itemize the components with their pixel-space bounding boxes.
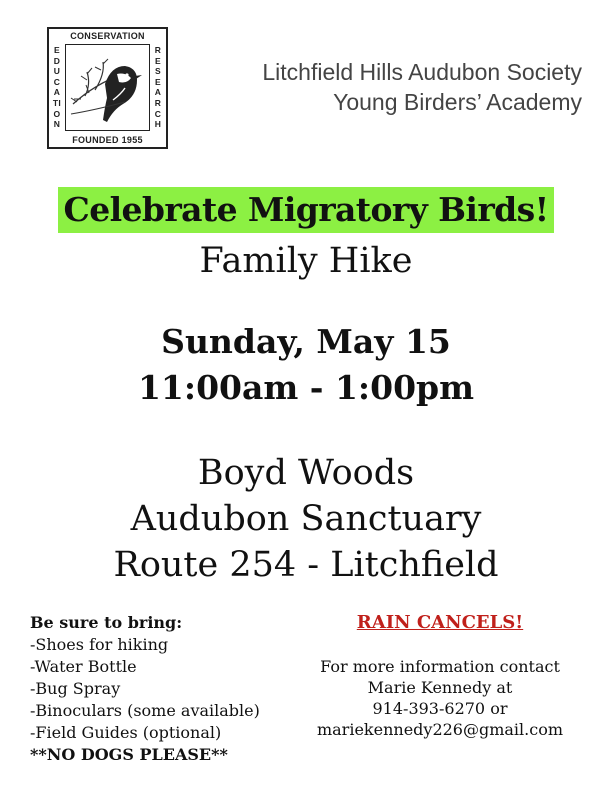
org-line-2: Young Birders’ Academy <box>333 89 582 115</box>
org-line-1: Litchfield Hills Audubon Society <box>262 59 582 85</box>
logo-right-letters: RESEARCH <box>154 45 162 130</box>
logo-bottom-text: FOUNDED 1955 <box>72 135 143 145</box>
no-dogs-note: **NO DOGS PLEASE** <box>30 745 228 764</box>
bring-item: -Bug Spray <box>30 679 121 698</box>
bring-list <box>30 612 260 766</box>
event-date: Sunday, May 15 <box>161 322 451 361</box>
logo-top-text: CONSERVATION <box>70 31 145 41</box>
location-line-2: Audubon Sanctuary <box>130 499 482 539</box>
event-location <box>0 450 612 588</box>
bring-item: -Water Bottle <box>30 657 137 676</box>
logo-left-text <box>52 45 62 130</box>
contact-line-2: Marie Kennedy at <box>367 678 513 697</box>
bring-item: -Binoculars (some available) <box>30 701 260 720</box>
event-subtitle: Family Hike <box>199 241 413 281</box>
logo-left-letters: EDUCATION <box>52 45 62 130</box>
rain-cancels-notice: RAIN CANCELS! <box>356 612 524 633</box>
logo-right-text <box>153 45 163 130</box>
society-logo <box>47 27 168 149</box>
organization-name <box>262 57 582 117</box>
bring-item: -Field Guides (optional) <box>30 723 222 742</box>
location-line-3: Route 254 - Litchfield <box>113 545 499 585</box>
event-title-wrap <box>0 187 612 233</box>
event-datetime <box>0 319 612 411</box>
chickadee-icon <box>65 44 150 131</box>
contact-line-1: For more information contact <box>320 657 560 676</box>
location-line-1: Boyd Woods <box>197 453 415 493</box>
contact-info <box>302 610 578 740</box>
event-title: Celebrate Migratory Birds! <box>58 187 555 233</box>
bring-title: Be sure to bring: <box>30 613 183 632</box>
contact-email: mariekennedy226@gmail.com <box>316 720 564 739</box>
bring-item: -Shoes for hiking <box>30 635 169 654</box>
contact-phone: 914-393-6270 or <box>372 699 508 718</box>
event-time: 11:00am - 1:00pm <box>137 368 475 407</box>
